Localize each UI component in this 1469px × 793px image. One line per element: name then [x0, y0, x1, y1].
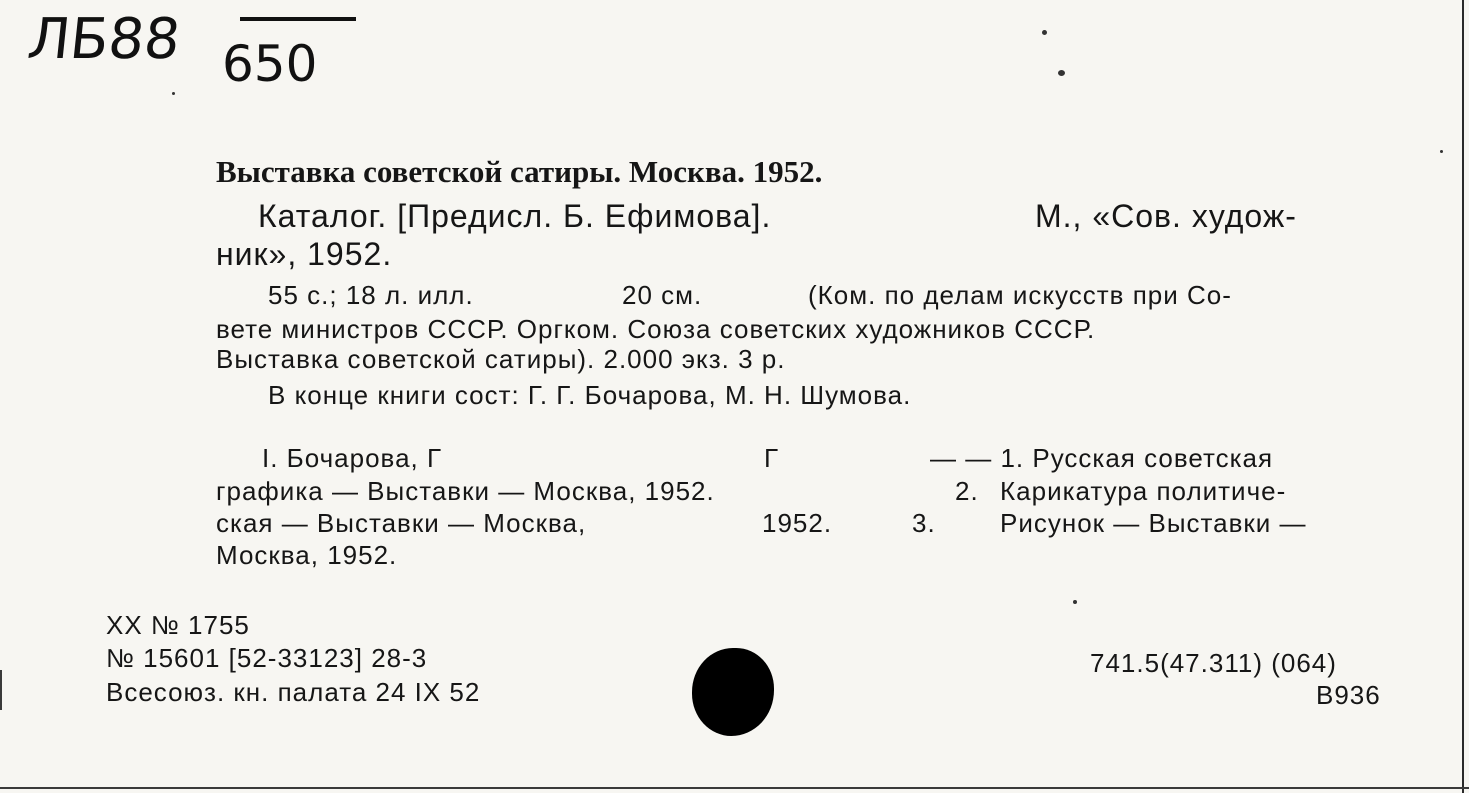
description-size: 20 см.: [622, 280, 703, 310]
subject-line-1-c: — — 1. Русская советская: [930, 443, 1274, 473]
description-series-start: (Ком. по делам искусств при Со‑: [808, 280, 1232, 310]
ink-speck: [1440, 150, 1443, 153]
card-left-edge-mark: [0, 670, 2, 710]
classification-index: 741.5(47.311) (064): [1090, 648, 1337, 678]
ink-speck: [1058, 70, 1065, 76]
subject-line-2-c: Карикатура политиче‑: [1000, 476, 1287, 506]
catalog-line-1: Каталог. [Предисл. Б. Ефимова].: [258, 198, 772, 234]
order-number: № 15601 [52-33123] 28-3: [106, 643, 428, 673]
author-mark: В936: [1316, 680, 1381, 710]
subject-line-3-b: 1952.: [762, 508, 833, 538]
subject-line-1-a: I. Бочарова, Г: [262, 443, 443, 473]
card-right-edge: [1462, 0, 1464, 793]
card-bottom-edge: [0, 787, 1469, 789]
ink-speck: [1073, 600, 1077, 604]
entry-title: Выставка советской сатиры. Москва. 1952.: [216, 154, 823, 189]
subject-line-2-b: 2.: [955, 476, 979, 506]
handwritten-shelf-mark: ЛБ88: [24, 7, 184, 72]
subject-line-4: Москва, 1952.: [216, 540, 398, 570]
subject-line-2-a: графика — Выставки — Москва, 1952.: [216, 476, 715, 506]
description-line-2: вете министров СССР. Оргком. Союза советских художников СССР.: [216, 314, 1096, 344]
ink-speck: [1042, 30, 1047, 35]
handwritten-overline: [240, 17, 356, 21]
book-chamber-stamp: Всесоюз. кн. палата 24 IX 52: [106, 677, 481, 707]
subject-line-3-d: Рисунок — Выставки —: [1000, 508, 1307, 538]
compilers-note: В конце книги сост: Г. Г. Бочарова, М. Н. Шумова.: [268, 380, 912, 410]
ink-speck: [172, 92, 175, 95]
subject-line-1-b: Г: [764, 443, 780, 473]
description-pages: 55 с.; 18 л. илл.: [268, 280, 474, 310]
ink-blot: [692, 648, 774, 736]
handwritten-number: 650: [222, 35, 318, 93]
subject-line-3-a: ская — Выставки — Москва,: [216, 508, 587, 538]
series-number: XX № 1755: [106, 610, 250, 640]
description-line-3: Выставка советской сатиры). 2.000 экз. 3 р.: [216, 344, 786, 374]
catalog-line-2: ник», 1952.: [216, 236, 393, 272]
catalog-line-1-publisher: М., «Сов. худож‑: [1035, 198, 1297, 234]
subject-line-3-c: 3.: [912, 508, 936, 538]
